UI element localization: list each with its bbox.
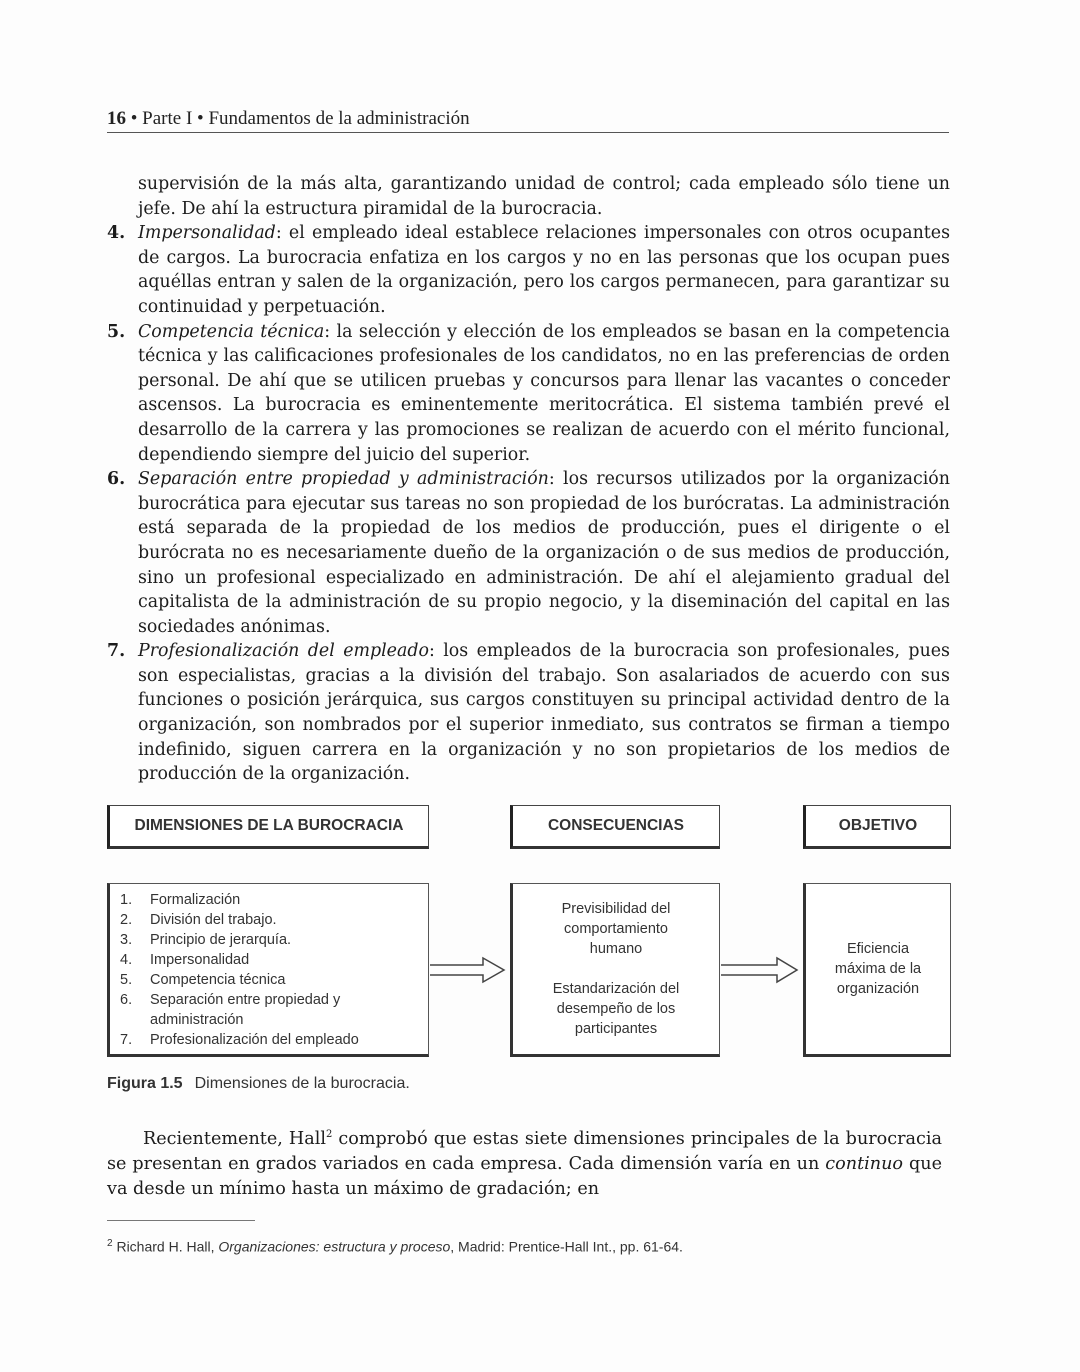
arrow-icon [719,955,799,985]
caption-label: Figura 1.5 [107,1075,183,1092]
emphasis: continuo [825,1153,904,1174]
item-title: Separación entre propiedad y administración [138,469,549,490]
header-dimensions: DIMENSIONES DE LA BUROCRACIA [107,805,429,849]
objective-text: Eficiencia máxima de la organización [834,941,922,997]
figure-1-5 [107,805,952,1105]
dimension-label: Formalización [150,892,241,908]
objective-box [803,883,951,1057]
dimension-label: División del trabajo. [150,912,277,928]
dimension-item [120,1030,428,1050]
list-item [107,467,950,639]
running-head [107,108,470,130]
consequences-box [510,883,720,1057]
dimension-item [120,970,428,990]
item-text: : el empleado ideal establece relaciones impersonales con otros ocupantes de cargos. La burocracia enfatiza en los cargos y no en las personas que los ocupan pues aquéllas entran y salen de la organización, pero los cargos permanecen, para garantizar su continuidad y perpetuación. [138,223,950,317]
consequence-2: Estandarización del desempeño de los participantes [552,981,680,1037]
dimension-number: 5. [120,972,133,988]
item-title: Impersonalidad [138,223,276,244]
dimension-number: 4. [120,952,133,968]
list-item [107,320,950,468]
item-text: : los recursos utilizados por la organización burocrática para ejecutar sus tareas no son propiedad de los burócratas. La administración está separada de la propiedad de los medios de producción, pues el dirigente o el burócrata no es necesariamente dueño de la organización o de sus medios de producción, sino un profesional especializado en administración. De ahí el alejamiento gradual del capitalista de la administración de su propio negocio, y la diseminación del capital en las sociedades anónimas. [138,469,950,637]
dimension-label: Principio de jerarquía. [150,932,292,948]
footnote-rule [107,1220,255,1221]
text: que va desde un mínimo hasta un máximo de gradación; en [107,1153,942,1199]
header-consequences: CONSECUENCIAS [510,805,720,849]
continuation-paragraph: supervisión de la más alta, garantizando unidad de control; cada empleado sólo tiene un jefe. De ahí la estructura piramidal de la burocracia. [138,174,950,219]
list-item [107,221,950,319]
header-objective: OBJETIVO [803,805,951,849]
page-number: 16 [107,108,126,129]
item-title: Competencia técnica [138,321,325,342]
item-title: Profesionalización del empleado [138,641,429,662]
footnote [107,1238,683,1255]
body-text [107,172,950,787]
text: Recientemente, Hall [143,1128,326,1149]
footnote-rest: , Madrid: Prentice-Hall Int., pp. 61-64. [450,1238,683,1255]
item-text: : la selección y elección de los empleados se basan en la competencia técnica y las calificaciones profesionales de los candidatos, no en las preferencias de orden personal. De ahí que se utilicen pruebas y concursos para llenar las vacantes o conceder ascensos. La burocracia es eminentemente meritocrática. El sistema también prevé el desarrollo de la carrera y las promociones se realizan de acuerdo con el mérito funcional, dependiendo siempre del juicio del superior. [138,321,950,465]
header-rule [107,132,949,133]
figure-caption [107,1075,410,1093]
dimension-number: 6. [120,992,133,1008]
item-text: : los empleados de la burocracia son profesionales, pues son especialistas, gracias a la división del trabajo. Son asalariados de acuerdo con sus funciones o posición jerárquica, sus cargos constituyen su principal actividad dentro de la organización, son nombrados por el superior inmediato, sus contratos se firman a tiempo indefinido, siguen carrera en la organización y no son propietarios de los medios de producción de la organización. [138,641,950,785]
text: comprobó que estas siete dimensiones principales de la burocracia se presentan en grados variados en cada empresa. Cada dimensión varía en un [107,1128,942,1174]
item-number: 4. [107,223,126,244]
separator: • [130,108,138,129]
footnote-ref[interactable]: 2 [326,1129,333,1140]
chapter-title: Fundamentos de la administración [208,108,470,129]
dimension-label: Profesionalización del empleado [150,1032,359,1048]
dimension-label: Separación entre propiedad y administración [150,992,341,1028]
footnote-number: 2 [107,1238,113,1249]
dimension-item [120,930,428,950]
dimension-number: 1. [120,892,133,908]
footnote-author: Richard H. Hall, [116,1238,219,1255]
arrow-icon [428,955,508,985]
item-number: 5. [107,321,126,342]
dimension-item [120,950,428,970]
dimension-label: Impersonalidad [150,952,250,968]
separator: • [197,108,204,129]
dimension-label: Competencia técnica [150,972,286,988]
dimension-item [120,990,350,1030]
item-number: 7. [107,641,126,662]
footnote-title: Organizaciones: estructura y proceso [218,1238,451,1255]
dimensions-box [107,883,429,1057]
dimension-item [120,910,428,930]
dimension-number: 2. [120,912,133,928]
list-item [107,639,950,787]
part-label: Parte I [142,108,193,129]
item-number: 6. [107,469,126,490]
paragraph [107,1122,942,1202]
caption-text: Dimensiones de la burocracia. [194,1075,410,1092]
dimension-item [120,890,428,910]
dimension-number: 7. [120,1032,133,1048]
consequence-1: Previsibilidad del comportamiento humano [561,901,671,957]
dimension-number: 3. [120,932,133,948]
